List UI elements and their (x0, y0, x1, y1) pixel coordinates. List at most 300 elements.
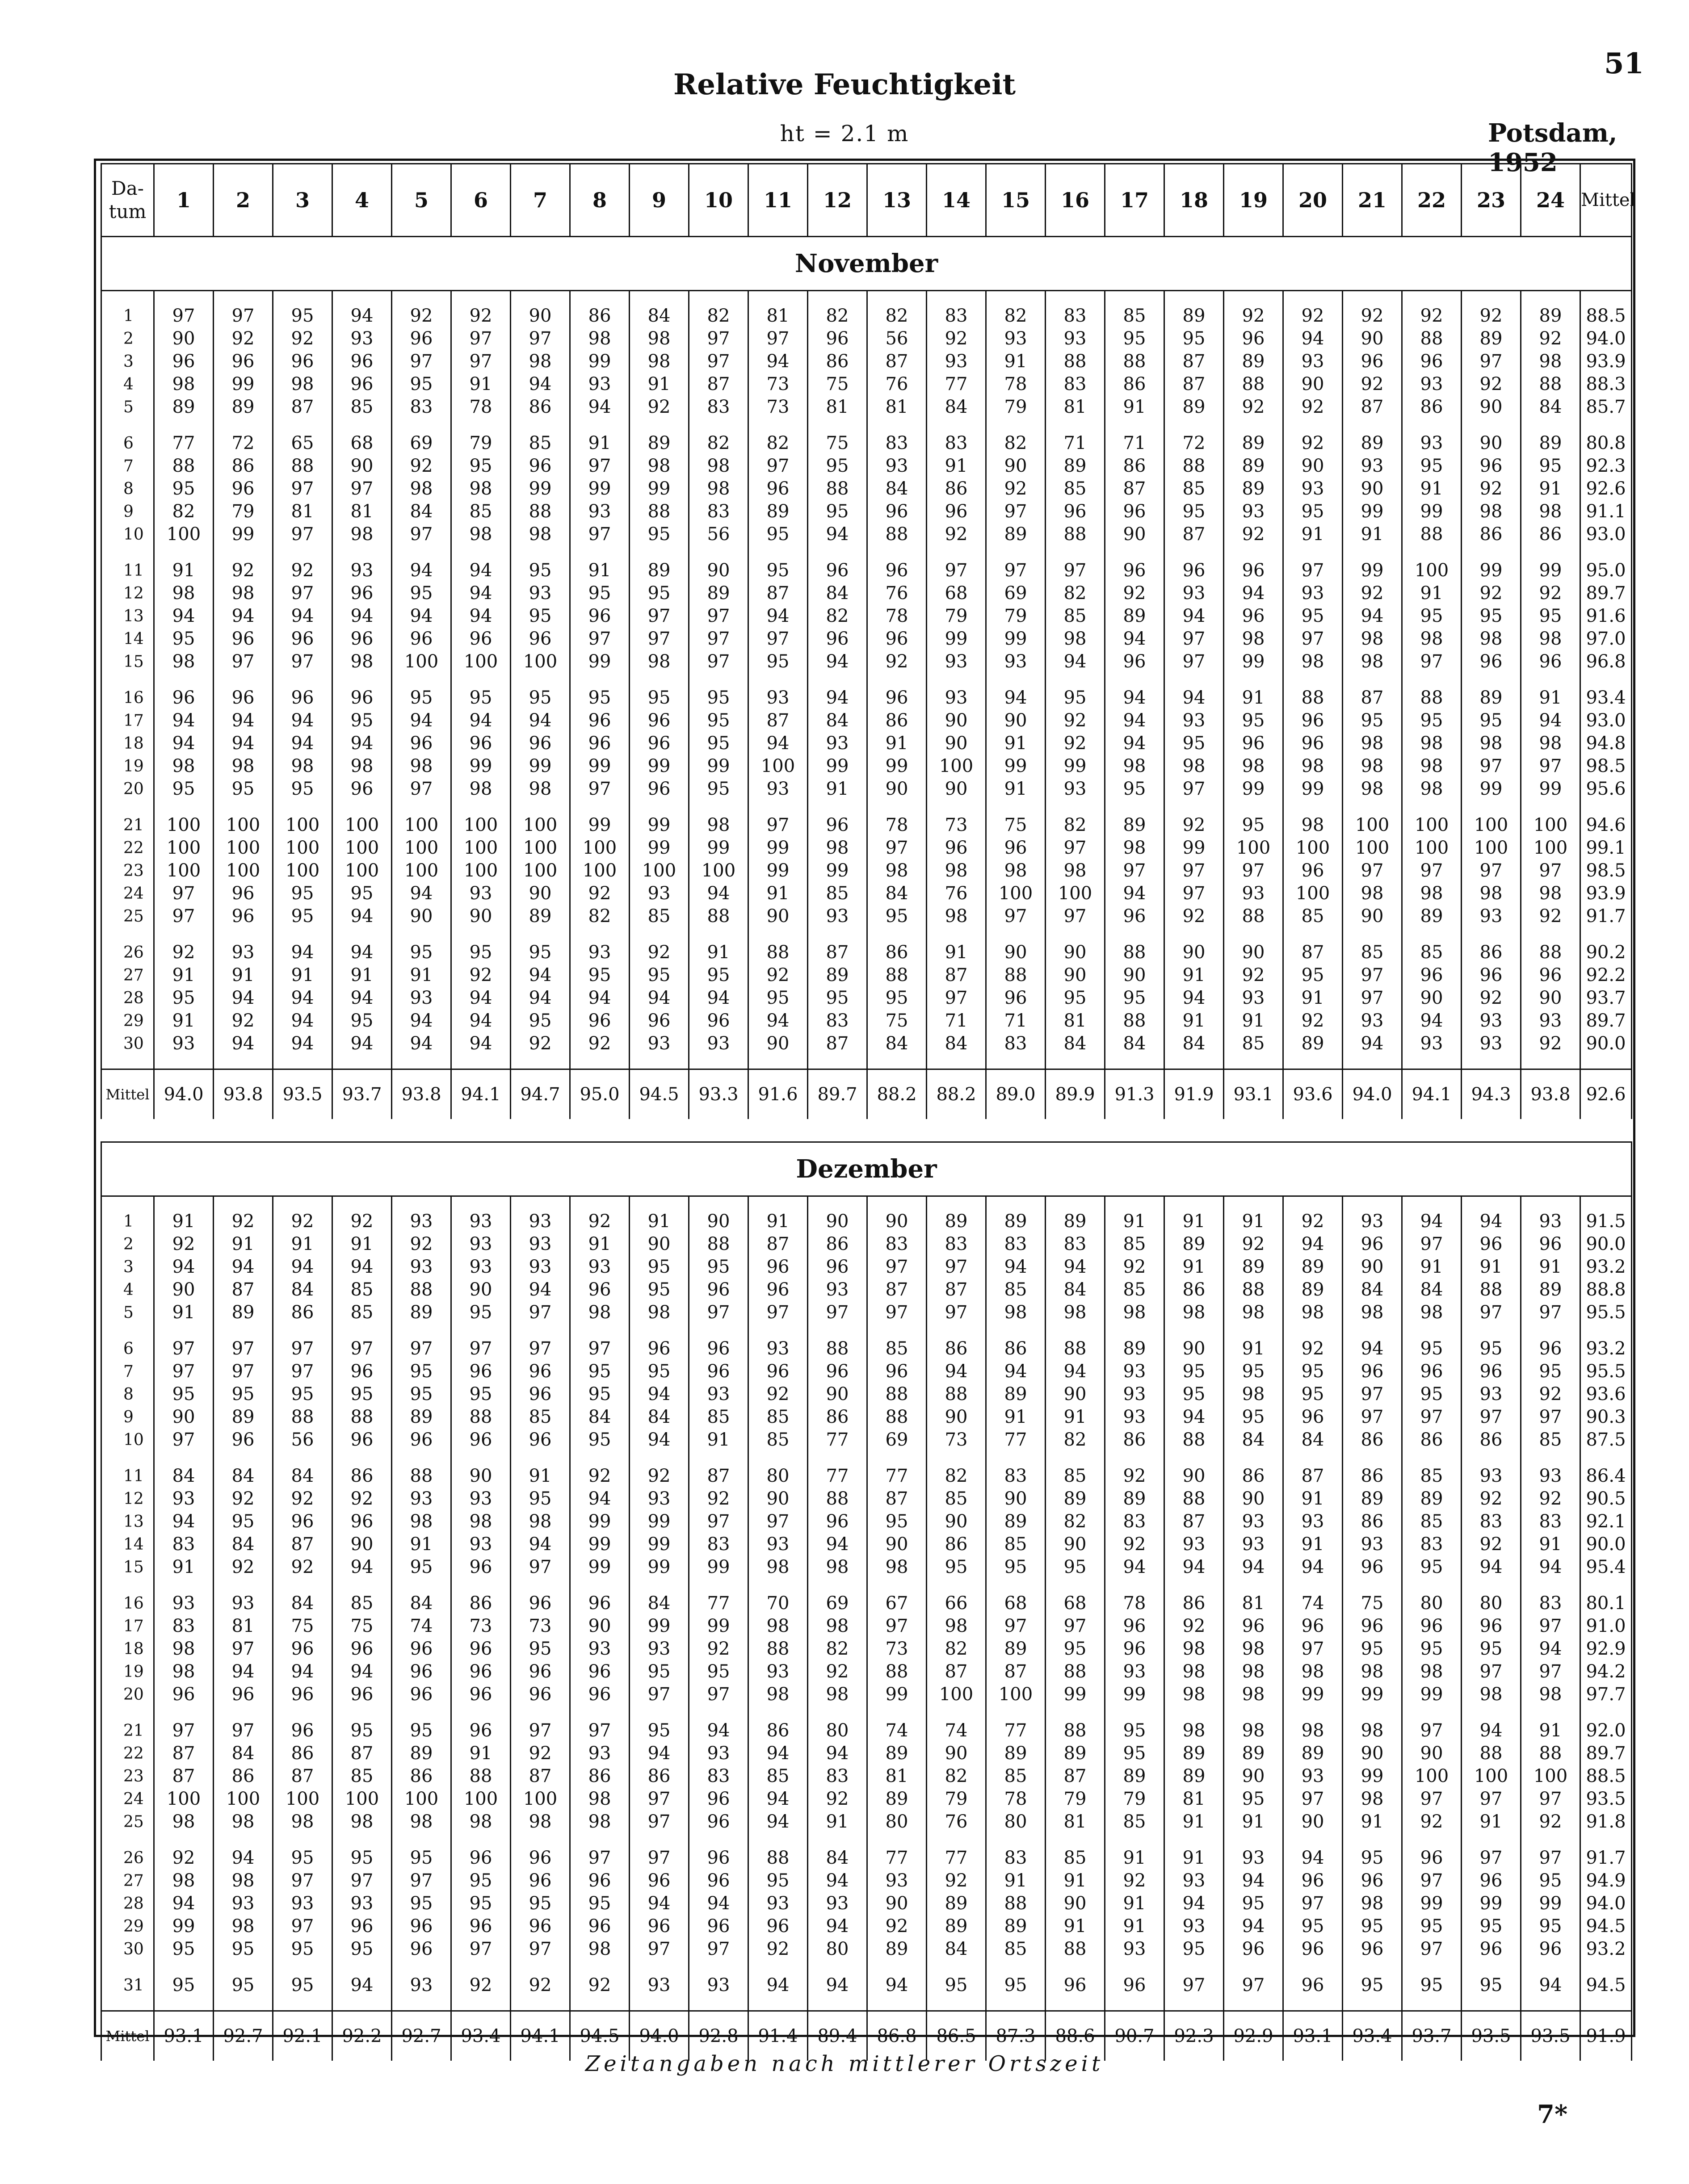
hour-value: 99 (1283, 1683, 1343, 1706)
spacer-cell (1402, 1451, 1462, 1465)
hour-value: 94 (1105, 628, 1164, 650)
spacer-cell (214, 801, 273, 814)
hour-value: 92 (511, 1032, 570, 1055)
hour-value: 99 (689, 755, 748, 778)
hour-value: 88 (867, 1406, 927, 1429)
spacer-cell (748, 291, 808, 305)
hour-value: 98 (1343, 755, 1402, 778)
hour-value: 95 (511, 1892, 570, 1915)
hour-value: 91 (808, 778, 867, 801)
hour-value: 83 (689, 396, 748, 419)
spacer-cell (808, 1706, 867, 1719)
hour-value: 89 (986, 1383, 1046, 1406)
hour-value: 92 (273, 1210, 332, 1233)
sep-row (101, 1961, 1632, 1974)
hour-value: 96 (1462, 1360, 1521, 1383)
hour-value: 86 (808, 1406, 867, 1429)
hour-value: 97 (1343, 1406, 1402, 1429)
hour-value: 89 (1046, 1210, 1105, 1233)
hour-value: 84 (273, 1279, 332, 1301)
hour-value: 68 (986, 1592, 1046, 1615)
spacer-cell (1283, 1833, 1343, 1847)
hourly-mean: 86.5 (927, 2011, 986, 2061)
day-number: 23 (101, 859, 154, 882)
sep-row (101, 1833, 1632, 1847)
hour-value: 88 (1462, 1279, 1521, 1301)
hour-value: 95 (273, 305, 332, 327)
hour-value: 93 (867, 1870, 927, 1892)
hour-value: 88 (1402, 523, 1462, 546)
hourly-mean: 93.7 (332, 1069, 392, 1119)
hour-value: 82 (154, 500, 214, 523)
daily-mean: 91.7 (1580, 1847, 1632, 1870)
hour-value: 100 (1462, 814, 1521, 837)
spacer-cell (392, 801, 451, 814)
hour-value: 87 (273, 396, 332, 419)
table-row (101, 732, 1632, 755)
hour-value: 90 (392, 905, 451, 928)
hour-value: 85 (1283, 905, 1343, 928)
hour-value: 95 (570, 1383, 630, 1406)
hour-value: 85 (1402, 1510, 1462, 1533)
hour-value: 93 (392, 1974, 451, 1997)
hour-value: 100 (451, 814, 511, 837)
hour-value: 97 (1462, 1301, 1521, 1324)
hour-value: 96 (630, 1010, 689, 1032)
spacer-cell (986, 1997, 1046, 2011)
hour-value: 78 (1105, 1592, 1164, 1615)
table-row (101, 1638, 1632, 1660)
hour-value: 81 (273, 500, 332, 523)
table-row (101, 755, 1632, 778)
hour-value: 86 (630, 1765, 689, 1788)
hour-value: 65 (273, 432, 332, 455)
hour-value: 98 (1164, 1683, 1224, 1706)
hourly-mean: 94.0 (1343, 1069, 1402, 1119)
hour-value: 95 (689, 709, 748, 732)
hour-value: 98 (808, 1556, 867, 1579)
hour-value: 93 (451, 1256, 511, 1279)
hourly-mean: 93.8 (214, 1069, 273, 1119)
spacer-cell (392, 1706, 451, 1719)
hour-value: 88 (867, 964, 927, 987)
hour-value: 95 (1105, 1742, 1164, 1765)
day-number: 30 (101, 1938, 154, 1961)
hourly-mean: 94.0 (630, 2011, 689, 2061)
daily-mean: 98.5 (1580, 755, 1632, 778)
hour-value: 95 (630, 523, 689, 546)
hour-value: 96 (570, 1279, 630, 1301)
table-row (101, 905, 1632, 928)
hour-value: 99 (986, 628, 1046, 650)
hour-value: 89 (927, 1210, 986, 1233)
hour-value: 74 (392, 1615, 451, 1638)
hour-value: 100 (273, 1788, 332, 1811)
spacer-cell (511, 291, 570, 305)
hour-value: 89 (1046, 1488, 1105, 1510)
hour-value: 87 (273, 1533, 332, 1556)
spacer-cell (1224, 928, 1283, 941)
spacer-cell (748, 1997, 808, 2011)
hour-value: 100 (451, 837, 511, 859)
hour-value: 92 (214, 327, 273, 350)
hour-value: 94 (214, 1032, 273, 1055)
hour-value: 88 (1402, 327, 1462, 350)
hour-value: 92 (1105, 1533, 1164, 1556)
hour-value: 99 (1046, 1683, 1105, 1706)
day-number: 20 (101, 778, 154, 801)
hour-value: 82 (808, 1638, 867, 1660)
hour-value: 88 (1164, 455, 1224, 478)
hour-value: 92 (867, 1915, 927, 1938)
hour-value: 87 (1283, 1465, 1343, 1488)
spacer-cell (1046, 928, 1105, 941)
hour-value: 96 (154, 350, 214, 373)
spacer-cell (927, 801, 986, 814)
day-number: 22 (101, 1742, 154, 1765)
hourly-mean: 91.9 (1164, 1069, 1224, 1119)
hour-value: 98 (1402, 778, 1462, 801)
month-title: November (101, 237, 1632, 291)
table-row (101, 1337, 1632, 1360)
hour-value: 100 (392, 1788, 451, 1811)
hour-value: 91 (214, 964, 273, 987)
spacer-cell (689, 1451, 748, 1465)
hour-value: 98 (1521, 1683, 1580, 1706)
hour-value: 85 (511, 432, 570, 455)
spacer-cell (1164, 1196, 1224, 1211)
hour-value: 91 (748, 1210, 808, 1233)
hour-value: 97 (1164, 628, 1224, 650)
hour-value: 90 (1462, 396, 1521, 419)
hour-value: 73 (927, 1429, 986, 1451)
spacer-cell (986, 291, 1046, 305)
hour-value: 94 (273, 1256, 332, 1279)
hour-value: 98 (570, 1788, 630, 1811)
hour-value: 86 (1402, 396, 1462, 419)
hour-value: 96 (332, 582, 392, 605)
hour-value: 87 (1164, 523, 1224, 546)
hour-value: 94 (214, 987, 273, 1010)
day-number: 8 (101, 478, 154, 500)
hour-value: 97 (451, 1938, 511, 1961)
hour-value: 92 (1283, 1010, 1343, 1032)
daily-mean: 90.2 (1580, 941, 1632, 964)
spacer-cell (986, 1451, 1046, 1465)
hourly-mean: 95.0 (570, 1069, 630, 1119)
monthly-overall-mean: 92.6 (1580, 1069, 1632, 1119)
hour-value: 88 (689, 1233, 748, 1256)
spacer-cell (689, 1997, 748, 2011)
hour-value: 91 (154, 1301, 214, 1324)
hour-value: 96 (689, 1915, 748, 1938)
spacer-cell (451, 1833, 511, 1847)
spacer-cell (214, 928, 273, 941)
table-row (101, 1032, 1632, 1055)
hour-value: 97 (689, 628, 748, 650)
hourly-mean: 89.9 (1046, 1069, 1105, 1119)
spacer-cell (154, 1997, 214, 2011)
spacer-cell (511, 546, 570, 559)
spacer-cell (630, 1706, 689, 1719)
hour-value: 85 (689, 1406, 748, 1429)
spacer-cell (1224, 1196, 1283, 1211)
spacer-cell (273, 546, 332, 559)
spacer-cell (570, 1324, 630, 1337)
hour-value: 88 (630, 500, 689, 523)
hour-value: 86 (1105, 1429, 1164, 1451)
day-number: 25 (101, 1811, 154, 1833)
hour-value: 97 (273, 523, 332, 546)
hour-value: 96 (1402, 964, 1462, 987)
hour-value: 96 (1462, 1938, 1521, 1961)
spacer-cell (867, 1055, 927, 1069)
daily-mean: 93.9 (1580, 882, 1632, 905)
hour-value: 96 (1402, 1615, 1462, 1638)
hour-value: 92 (927, 523, 986, 546)
hour-value: 83 (1402, 1533, 1462, 1556)
hour-value: 87 (1343, 687, 1402, 709)
spacer-cell (689, 673, 748, 687)
hour-value: 92 (748, 1938, 808, 1961)
hour-value: 95 (1283, 500, 1343, 523)
hour-value: 100 (689, 859, 748, 882)
hour-value: 90 (927, 1406, 986, 1429)
spacer-cell (1283, 1961, 1343, 1974)
hour-value: 97 (570, 1337, 630, 1360)
spacer-cell (101, 1997, 154, 2011)
hour-header-11: 11 (748, 164, 808, 237)
hourly-mean: 91.4 (748, 2011, 808, 2061)
spacer-cell (867, 546, 927, 559)
spacer-cell (867, 291, 927, 305)
hour-value: 92 (1224, 305, 1283, 327)
hour-value: 96 (451, 1915, 511, 1938)
hour-value: 89 (689, 582, 748, 605)
hour-value: 99 (630, 837, 689, 859)
hour-value: 82 (867, 305, 927, 327)
hour-value: 81 (1164, 1788, 1224, 1811)
hour-value: 97 (332, 478, 392, 500)
hour-value: 83 (1046, 373, 1105, 396)
spacer-cell (1283, 1119, 1343, 1142)
hour-value: 98 (927, 905, 986, 928)
spacer-cell (1164, 1997, 1224, 2011)
daily-mean: 94.5 (1580, 1974, 1632, 1997)
spacer-cell (748, 1451, 808, 1465)
day-number: 28 (101, 987, 154, 1010)
spacer-cell (1224, 1961, 1283, 1974)
hour-value: 95 (273, 778, 332, 801)
table-row (101, 1465, 1632, 1488)
hour-value: 95 (1343, 709, 1402, 732)
hour-value: 86 (1402, 1429, 1462, 1451)
hour-value: 95 (1402, 709, 1462, 732)
hourly-mean: 93.5 (273, 1069, 332, 1119)
hour-value: 94 (511, 373, 570, 396)
hour-value: 97 (630, 1683, 689, 1706)
hour-value: 99 (570, 1510, 630, 1533)
hour-value: 97 (392, 350, 451, 373)
hour-value: 93 (332, 327, 392, 350)
hourly-mean: 93.1 (1283, 2011, 1343, 2061)
hour-value: 92 (273, 559, 332, 582)
spacer-cell (1521, 1196, 1580, 1211)
hour-value: 97 (451, 1337, 511, 1360)
table-row (101, 455, 1632, 478)
hour-value: 87 (927, 1660, 986, 1683)
hour-value: 90 (1164, 941, 1224, 964)
spacer-cell (808, 673, 867, 687)
hour-value: 86 (214, 455, 273, 478)
hour-value: 97 (1046, 559, 1105, 582)
hour-value: 98 (1402, 1301, 1462, 1324)
hour-value: 95 (1402, 455, 1462, 478)
hour-value: 93 (1046, 778, 1105, 801)
hour-value: 98 (1343, 1301, 1402, 1324)
hour-value: 93 (570, 1742, 630, 1765)
spacer-cell (1046, 291, 1105, 305)
hour-value: 96 (1462, 964, 1521, 987)
hour-value: 94 (748, 1811, 808, 1833)
spacer-cell (154, 801, 214, 814)
hour-value: 94 (1164, 687, 1224, 709)
hour-value: 88 (1164, 1429, 1224, 1451)
spacer-cell (986, 1961, 1046, 1974)
hour-value: 90 (927, 778, 986, 801)
hour-value: 97 (630, 1847, 689, 1870)
hour-header-3: 3 (273, 164, 332, 237)
spacer-cell (1105, 1451, 1164, 1465)
hour-value: 99 (1402, 1892, 1462, 1915)
hour-value: 91 (273, 964, 332, 987)
spacer-cell (927, 1324, 986, 1337)
day-number: 1 (101, 305, 154, 327)
hour-value: 98 (1521, 500, 1580, 523)
hour-value: 90 (1224, 1765, 1283, 1788)
spacer-cell (154, 1833, 214, 1847)
spacer-cell (1402, 1833, 1462, 1847)
hour-value: 97 (867, 1615, 927, 1638)
hour-value: 92 (214, 1010, 273, 1032)
hour-value: 84 (570, 1406, 630, 1429)
table-row (101, 1892, 1632, 1915)
hour-value: 91 (1462, 1256, 1521, 1279)
day-number: 12 (101, 582, 154, 605)
table-row (101, 1556, 1632, 1579)
hour-value: 83 (689, 1533, 748, 1556)
hour-value: 89 (867, 1938, 927, 1961)
hour-value: 91 (154, 1210, 214, 1233)
table-row (101, 1811, 1632, 1833)
hour-value: 89 (1521, 305, 1580, 327)
hour-value: 96 (1343, 1556, 1402, 1579)
hour-value: 93 (808, 1892, 867, 1915)
hour-value: 94 (511, 987, 570, 1010)
hour-value: 86 (1462, 523, 1521, 546)
hour-value: 86 (1462, 1429, 1521, 1451)
spacer-cell (630, 1997, 689, 2011)
hour-value: 84 (867, 478, 927, 500)
hour-value: 91 (986, 350, 1046, 373)
hour-value: 92 (154, 1847, 214, 1870)
hour-value: 75 (867, 1010, 927, 1032)
spacer-cell (1046, 1055, 1105, 1069)
hour-value: 99 (1462, 559, 1521, 582)
hour-header-14: 14 (927, 164, 986, 237)
hour-value: 87 (1164, 350, 1224, 373)
spacer-cell (867, 1451, 927, 1465)
hour-value: 78 (986, 1788, 1046, 1811)
hour-value: 95 (1224, 709, 1283, 732)
spacer-cell (273, 1833, 332, 1847)
hour-value: 99 (1462, 778, 1521, 801)
spacer-cell (748, 1579, 808, 1592)
hour-value: 100 (1462, 837, 1521, 859)
hour-value: 95 (392, 1892, 451, 1915)
day-number: 16 (101, 1592, 154, 1615)
spacer-cell (1164, 1055, 1224, 1069)
hour-value: 90 (332, 455, 392, 478)
hour-value: 84 (808, 582, 867, 605)
hour-value: 93 (1224, 882, 1283, 905)
hourly-mean: 88.2 (927, 1069, 986, 1119)
hour-value: 84 (1105, 1032, 1164, 1055)
hour-value: 92 (630, 1465, 689, 1488)
spacer-cell (332, 1451, 392, 1465)
hour-value: 96 (273, 1510, 332, 1533)
daily-mean: 88.5 (1580, 305, 1632, 327)
hour-value: 96 (451, 1660, 511, 1683)
table-row (101, 1429, 1632, 1451)
daily-mean: 89.7 (1580, 582, 1632, 605)
hour-value: 96 (986, 837, 1046, 859)
sep-row (101, 1196, 1632, 1211)
hour-value: 91 (986, 1406, 1046, 1429)
hourly-mean: 92.3 (1164, 2011, 1224, 2061)
spacer-cell (867, 1119, 927, 1142)
hour-value: 95 (1224, 1406, 1283, 1429)
hour-value: 90 (1343, 327, 1402, 350)
daily-mean: 98.5 (1580, 859, 1632, 882)
hour-value: 94 (1105, 709, 1164, 732)
hour-value: 87 (867, 350, 927, 373)
hour-value: 93 (689, 1974, 748, 1997)
hour-value: 99 (748, 837, 808, 859)
hourly-mean: 93.3 (689, 1069, 748, 1119)
hour-value: 93 (1164, 1533, 1224, 1556)
hour-value: 95 (570, 687, 630, 709)
hour-value: 76 (867, 582, 927, 605)
hour-value: 95 (451, 1870, 511, 1892)
hour-value: 96 (689, 1788, 748, 1811)
table-row (101, 837, 1632, 859)
hourly-mean: 92.1 (273, 2011, 332, 2061)
hour-value: 96 (689, 1870, 748, 1892)
hour-value: 96 (392, 628, 451, 650)
spacer-cell (1580, 1579, 1632, 1592)
daily-mean: 94.0 (1580, 1892, 1632, 1915)
hour-value: 95 (808, 455, 867, 478)
hour-value: 89 (808, 964, 867, 987)
hour-value: 95 (689, 687, 748, 709)
hour-value: 85 (1046, 1465, 1105, 1488)
hour-value: 94 (927, 1360, 986, 1383)
hour-value: 90 (451, 905, 511, 928)
spacer-cell (1580, 1997, 1632, 2011)
day-number: 7 (101, 1360, 154, 1383)
hour-value: 97 (1224, 859, 1283, 882)
